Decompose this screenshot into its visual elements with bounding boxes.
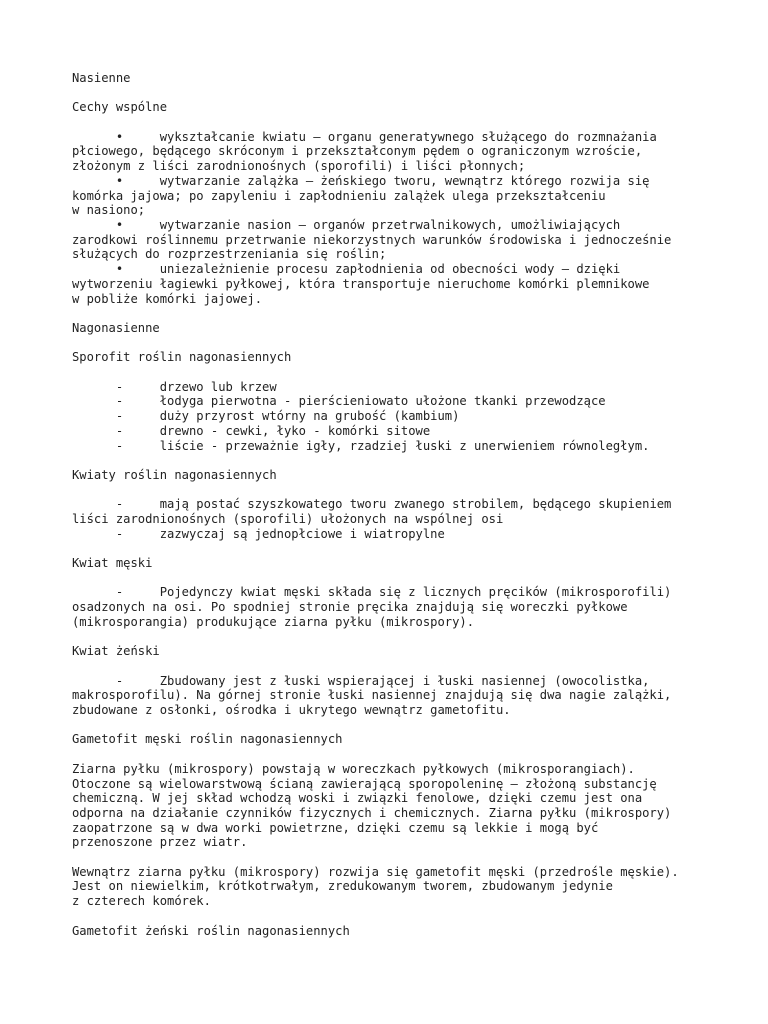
paragraph xyxy=(72,762,712,850)
male-flower-list xyxy=(72,585,712,629)
paragraph-line: zaopatrzone są w dwa worki powietrzne, dzięki czemu są lekkie i mogą być xyxy=(72,820,599,835)
bullet: - xyxy=(115,423,124,438)
list-item-text: (mikrosporangia) produkujące ziarna pyłku (mikrospory). xyxy=(72,614,475,629)
list-item: • wytwarzanie zalążka – żeńskiego tworu, wewnątrz którego rozwija się xyxy=(115,173,650,188)
section-heading-female-gametophyte: Gametofit żeński roślin nagonasiennych xyxy=(72,923,350,938)
section-heading-sporophyte: Sporofit roślin nagonasiennych xyxy=(72,350,292,365)
bullet: • xyxy=(115,218,124,232)
bullet: - xyxy=(115,526,124,541)
bullet: • xyxy=(115,129,124,144)
list-item: - łodyga pierwotna - pierścieniowato ułożone tkanki przewodzące xyxy=(115,394,606,409)
bullet: • xyxy=(115,262,124,277)
paragraph-line: Wewnątrz ziarna pyłku (mikrospory) rozwija się gametofit męski (przedrośle męskie). xyxy=(72,864,679,879)
list-item: - Zbudowany jest z łuski wspierającej i łuski nasiennej (owocolistka, xyxy=(115,673,650,688)
list-item-text: złożonym z liści zarodnionośnych (sporofili) i liści płonnych; xyxy=(72,159,526,174)
paragraph xyxy=(72,865,712,909)
list-item: - liście - przeważnie igły, rzadziej łuski z unerwieniem równoległym. xyxy=(115,438,650,453)
list-item: - duży przyrost wtórny na grubość (kambium) xyxy=(115,409,460,424)
list-item: • wytwarzanie nasion – organów przetrwalnikowych, umożliwiających xyxy=(115,218,621,232)
list-item: - drewno - cewki, łyko - komórki sitowe xyxy=(115,423,431,438)
paragraph-line: odporna na działanie czynników fizycznych i chemicznych. Ziarna pyłku (mikrospory) xyxy=(72,805,672,820)
document-page xyxy=(72,71,712,938)
bullet: - xyxy=(115,497,124,512)
list-item-text: zbudowane z osłonki, ośrodka i ukrytego wewnątrz gametofitu. xyxy=(72,703,511,718)
bullet: - xyxy=(115,409,124,424)
sporophyte-list xyxy=(72,380,712,454)
list-item: • wykształcanie kwiatu – organu generatywnego służącego do rozmnażania xyxy=(115,129,657,144)
flowers-list xyxy=(72,497,712,541)
common-features-list xyxy=(72,130,712,306)
paragraph-line: przenoszone przez wiatr. xyxy=(72,835,248,850)
section-heading-common-features: Cechy wspólne xyxy=(72,100,168,115)
list-item-text: liści zarodnionośnych (sporofili) ułożonych na wspólnej osi xyxy=(72,511,504,526)
bullet: - xyxy=(115,438,124,453)
paragraph-line: Otoczone są wielowarstwową ścianą zawierającą sporopoleninę – złożoną substancję xyxy=(72,776,657,791)
section-heading-gymnosperms: Nagonasienne xyxy=(72,320,160,335)
paragraph-line: chemiczną. W jej skład wchodzą woski i związki fenolowe, dzięki czemu jest ona xyxy=(72,791,643,806)
section-heading-male-flower: Kwiat męski xyxy=(72,556,153,571)
list-item-text: w nasiono; xyxy=(72,203,146,218)
list-item-text: płciowego, będącego skróconym i przekształconym pędem o ograniczonym wzroście, xyxy=(72,144,643,159)
list-item-text: komórka jajowa; po zapyleniu i zapłodnieniu zalążek ulega przekształceniu xyxy=(72,188,606,203)
list-item-text: w pobliże komórki jajowej. xyxy=(72,291,263,306)
list-item: - drzewo lub krzew xyxy=(115,379,277,394)
section-heading-female-flower: Kwiat żeński xyxy=(72,644,160,659)
list-item-text: makrosporofilu). Na górnej stronie łuski nasiennej znajdują się dwa nagie zalążki, xyxy=(72,688,672,703)
section-heading-male-gametophyte: Gametofit męski roślin nagonasiennych xyxy=(72,732,343,747)
list-item-text: osadzonych na osi. Po spodniej stronie pręcika znajdują się woreczki pyłkowe xyxy=(72,600,628,615)
list-item: - mają postać szyszkowatego tworu zwanego strobilem, będącego skupieniem xyxy=(115,497,672,512)
bullet: - xyxy=(115,585,124,600)
list-item: • uniezależnienie procesu zapłodnienia od obecności wody – dzięki xyxy=(115,262,621,277)
list-item-text: służących do rozprzestrzeniania się roślin; xyxy=(72,247,387,262)
female-flower-list xyxy=(72,674,712,718)
paragraph-line: Jest on niewielkim, krótkotrwałym, zredukowanym tworem, zbudowanym jedynie xyxy=(72,879,613,894)
list-item: - Pojedynczy kwiat męski składa się z licznych pręcików (mikrosporofili) xyxy=(115,585,672,600)
paragraph-line: z czterech komórek. xyxy=(72,894,211,909)
paragraph-line: Ziarna pyłku (mikrospory) powstają w woreczkach pyłkowych (mikrosporangiach). xyxy=(72,761,635,776)
bullet: - xyxy=(115,394,124,409)
list-item: - zazwyczaj są jednopłciowe i wiatropylne xyxy=(115,526,445,541)
list-item-text: wytworzeniu łagiewki pyłkowej, która transportuje nieruchome komórki plemnikowe xyxy=(72,276,650,291)
section-heading-flowers: Kwiaty roślin nagonasiennych xyxy=(72,467,277,482)
list-item-text: zarodkowi roślinnemu przetrwanie niekorzystnych warunków środowiska i jednocześnie xyxy=(72,232,672,247)
bullet: - xyxy=(115,379,124,394)
bullet: - xyxy=(115,673,124,688)
bullet: • xyxy=(115,173,124,188)
document-title: Nasienne xyxy=(72,71,131,85)
